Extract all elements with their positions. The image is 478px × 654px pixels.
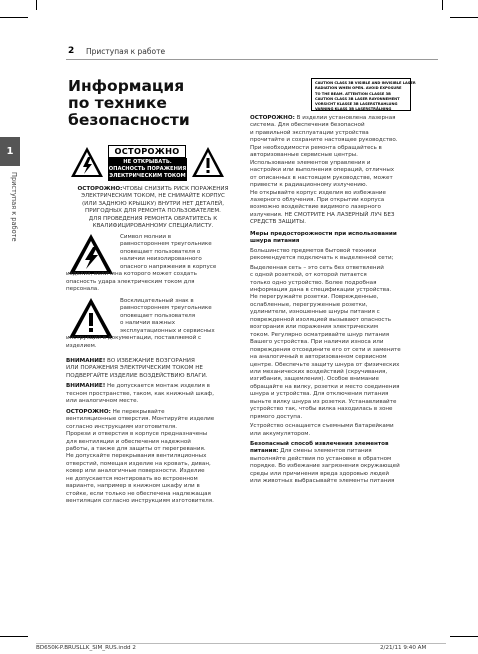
- text-line: центре. Обеспечьте защиту шнура от физических: [250, 361, 400, 368]
- text-line: опасность удара электрическим током для: [66, 278, 195, 285]
- text-line: варианте, например в книжном шкафу или в: [66, 483, 200, 490]
- text-line: и правильной эксплуатации устройства: [250, 129, 369, 136]
- attention-block: [66, 358, 240, 506]
- page-heading: [68, 78, 218, 129]
- lightning-description: [66, 234, 240, 294]
- warning-label: ОСТОРОЖНО:: [77, 186, 123, 192]
- text-line: поврежденной изоляцией вызывают опасность: [250, 316, 392, 323]
- text-line: с одной розеткой, от которой питается: [250, 272, 367, 279]
- text-line: наличии неизолированного: [120, 256, 202, 263]
- text-line: Не перекрывайте: [110, 408, 165, 415]
- text-line: не допускается монтировать во встроенном: [66, 475, 198, 482]
- text-line: Восклицательный знак в: [120, 298, 194, 304]
- caution-sub-line: ОПАСНОСТЬ ПОРАЖЕНИЯ: [108, 166, 187, 172]
- heading-line: безопасности: [68, 111, 190, 129]
- text-line: возгорания или поражения электрическим: [250, 324, 379, 331]
- text-line: персонала.: [66, 286, 100, 293]
- warning-block: [66, 186, 240, 231]
- chapter-side-label: [6, 172, 20, 292]
- text-line: выполняйте действия по установке в обратном: [250, 455, 392, 462]
- text-line: При необходимости ремонта обращайтесь в: [250, 144, 382, 151]
- text-line: опасного напряжения в корпусе: [120, 263, 217, 270]
- caution-sub-line: НЕ ОТКРЫВАТЬ.: [123, 159, 172, 165]
- page-number: 2: [68, 46, 75, 56]
- footer-divider: [36, 643, 446, 644]
- text-line: Не допускается монтаж изделия в: [105, 383, 210, 390]
- text-line: система. Для обеспечения безопасной: [250, 122, 365, 129]
- text-line: Большинство предметов бытовой техники: [250, 247, 377, 254]
- text-line: оповещает пользователя: [120, 312, 196, 319]
- lightning-warning-icon: [70, 146, 104, 178]
- chapter-side-label-text: Приступая к работе: [10, 172, 18, 242]
- text-line: информация дана в спецификации устройства.: [250, 286, 392, 293]
- text-line: Не допускайте перекрывания вентиляционных: [66, 453, 207, 460]
- exclamation-warning-icon: [191, 146, 225, 178]
- caution-label: ОСТОРОЖНО:: [66, 408, 111, 415]
- text-line: изделием.: [66, 342, 97, 349]
- text-line: повреждения отсоедините его от сети и замените: [250, 346, 401, 353]
- text-line: ковер или аналогичные поверхности. Изделие: [66, 468, 205, 475]
- text-line: для вентиляции и обеспечения надежной: [66, 438, 191, 445]
- text-line: инструкций в документации, поставляемой с: [66, 335, 202, 342]
- text-line: обращайте на вилку, розетки и место соединения: [250, 383, 400, 390]
- text-line: выньте вилку шнура из розетки. Устанавливайте: [250, 398, 397, 405]
- text-line: равностороннем треугольнике: [120, 305, 212, 312]
- text-line: или аналогичном месте.: [66, 398, 139, 405]
- text-line: авторизованные сервисные центры.: [250, 152, 358, 159]
- laser-caution-label: ОСТОРОЖНО:: [250, 115, 295, 121]
- text-line: прочитайте и сохраните настоящее руководство.: [250, 137, 398, 144]
- text-line: привести к радиационному излучению.: [250, 182, 368, 189]
- text-line: или животных выбрасывайте элементы питания: [250, 478, 395, 485]
- laser-block: [250, 115, 440, 486]
- power-heading: шнура питания: [250, 238, 300, 245]
- crop-mark: [442, 0, 443, 10]
- text-line: Не открывайте корпус изделия во избежание: [250, 189, 386, 196]
- text-line: вентиляционные отверстия. Монтируйте изделие: [66, 416, 215, 423]
- text-line: Вашего устройства. При наличии износа или: [250, 339, 384, 346]
- caution-title: ОСТОРОЖНО: [108, 145, 186, 158]
- text-line: Символ молнии в: [120, 234, 172, 240]
- text-line: изгибания, защемления). Особое внимание: [250, 376, 379, 383]
- text-line: среды или причинения вреда здоровью людей: [250, 470, 389, 477]
- battery-heading: Безопасный способ извлечения элементов: [250, 441, 389, 448]
- text-line: Для смены элементов питания: [278, 448, 372, 455]
- laser-label-line: CAUTION CLASS 3B VISIBLE AND INVISIBLE LASER: [315, 81, 416, 85]
- text-line: отверстий, помещая изделие на кровать, диван,: [66, 460, 211, 467]
- text-line: ПОДВЕРГАЙТЕ ИЗДЕЛИЕ ВОЗДЕЙСТВИЮ ВЛАГИ.: [66, 372, 208, 379]
- text-line: током. Регулярно осматривайте шнур питания: [250, 331, 390, 338]
- text-line: Выделенная сеть – это сеть без ответвлений: [250, 264, 384, 271]
- text-line: ИЛИ ПОРАЖЕНИЯ ЭЛЕКТРИЧЕСКИМ ТОКОМ НЕ: [66, 365, 203, 372]
- text-line: СРЕДСТВ ЗАЩИТЫ.: [250, 219, 306, 226]
- power-heading: Меры предосторожности при использовании: [250, 230, 397, 237]
- text-line: эксплуатационных и сервисных: [120, 327, 215, 334]
- text-line: ЭЛЕКТРИЧЕСКИМ ТОКОМ, НЕ СНИМАЙТЕ КОРПУС: [81, 193, 225, 200]
- text-line: Не перегружайте розетки. Поврежденные,: [250, 294, 379, 301]
- caution-sub-line: ЭЛЕКТРИЧЕСКИМ ТОКОМ: [109, 173, 186, 179]
- text-line: (ИЛИ ЗАДНЮЮ КРЫШКУ) ВНУТРИ НЕТ ДЕТАЛЕЙ,: [82, 200, 224, 207]
- crop-mark: [0, 636, 28, 637]
- text-line: лазерного облучения. При открытии корпуса: [250, 196, 385, 203]
- crop-mark: [0, 17, 28, 18]
- text-line: настройки или выполнения операций, отличных: [250, 167, 395, 174]
- heading-line: по технике: [68, 94, 167, 112]
- text-line: вентиляция согласно инструкциям изготовителя.: [66, 498, 214, 505]
- text-line: рекомендуется подключать к выделенной сети;: [250, 255, 394, 262]
- laser-label-line: RADIATION WHEN OPEN. AVOID EXPOSURE: [315, 86, 402, 91]
- text-line: В изделии установлена лазерная: [294, 115, 396, 121]
- footer-filename: BD650K-P.BRUSLLK_SIM_RUS.indd 2: [36, 645, 136, 651]
- section-title: Приступая к работе: [86, 47, 166, 56]
- crop-mark: [36, 0, 37, 10]
- text-line: ВО ИЗБЕЖАНИЕ ВОЗГОРАНИЯ: [105, 358, 195, 364]
- text-line: на аналогичный в авторизованном сервисном: [250, 354, 387, 361]
- text-line: Прорези и отверстия в корпусе предназначены: [66, 431, 208, 438]
- text-line: шнура и устройства. Для отключения питания: [250, 391, 389, 398]
- text-line: ослабленные, перегруженные розетки,: [250, 301, 368, 308]
- text-line: устройство так, чтобы вилка находилась в зоне: [250, 406, 393, 413]
- text-line: порядке. Во избежание загрязнения окружающей: [250, 463, 400, 470]
- text-line: Устройство оснащается съемными батарейками: [250, 423, 394, 430]
- text-line: или аккумулятором.: [250, 430, 311, 437]
- text-line: излучения. НЕ СМОТРИТЕ НА ЛАЗЕРНЫЙ ЛУЧ БЕЗ: [250, 211, 395, 218]
- text-line: возможно воздействие видимого лазерного: [250, 204, 381, 211]
- footer-timestamp: 2/21/11 9:40 AM: [380, 645, 427, 651]
- header-divider: [66, 59, 438, 60]
- attention-label: ВНИМАНИЕ!: [66, 358, 106, 364]
- text-line: ЧТОБЫ СНИЗИТЬ РИСК ПОРАЖЕНИЯ: [122, 186, 229, 192]
- text-line: удлинители, изношенные шнуры питания с: [250, 309, 380, 316]
- laser-label-line: CAUTION CLASS 3B LASER RAYONNEMENT: [315, 96, 400, 101]
- battery-heading: питания:: [250, 448, 279, 455]
- laser-label-line: VORSICHT KLASSE 3B LASERSTRAHLUNG: [315, 102, 398, 107]
- text-line: тесном пространстве, таком, как книжный шкаф,: [66, 390, 214, 397]
- text-line: ДЛЯ ПРОВЕДЕНИЯ РЕМОНТА ОБРАТИТЕСЬ К: [88, 215, 218, 222]
- laser-label-line: VARNING KLASS 3B LASERSTRÅLNING: [315, 107, 392, 112]
- text-line: только одно устройство. Более подробная: [250, 279, 377, 286]
- heading-line: Информация: [68, 77, 185, 95]
- text-line: о наличии важных: [120, 320, 175, 327]
- caution-subtitle: [108, 158, 187, 181]
- text-line: стойке, если только не обеспечена надлежащая: [66, 490, 211, 497]
- chapter-tab: 1: [0, 137, 20, 166]
- crop-mark: [450, 636, 478, 637]
- text-line: оповещает пользователя о: [120, 248, 201, 255]
- text-line: ПРИГОДНЫХ ДЛЯ РЕМОНТА ПОЛЬЗОВАТЕЛЕМ.: [85, 208, 221, 215]
- laser-label-line: TO THE BEAM. ATTENTION CLASSE 3B: [315, 91, 391, 96]
- text-line: прямого доступа.: [250, 413, 303, 420]
- exclamation-description: [66, 298, 240, 350]
- laser-warning-label: [311, 78, 416, 112]
- crop-mark: [450, 17, 478, 18]
- text-line: равностороннем треугольнике: [120, 241, 212, 248]
- text-line: или механических воздействий (скручивания,: [250, 368, 388, 375]
- text-line: изделия, величина которого может создать: [66, 271, 197, 278]
- attention-label: ВНИМАНИЕ!: [66, 383, 106, 390]
- text-line: согласно инструкциям изготовителя.: [66, 423, 178, 430]
- text-line: КВАЛИФИЦИРОВАННОМУ СПЕЦИАЛИСТУ.: [92, 223, 214, 230]
- text-line: работы, а также для защиты от перегревания.: [66, 445, 206, 452]
- text-line: Использование элементов управления и: [250, 159, 371, 166]
- text-line: от описанных в настоящем руководстве, может: [250, 174, 393, 181]
